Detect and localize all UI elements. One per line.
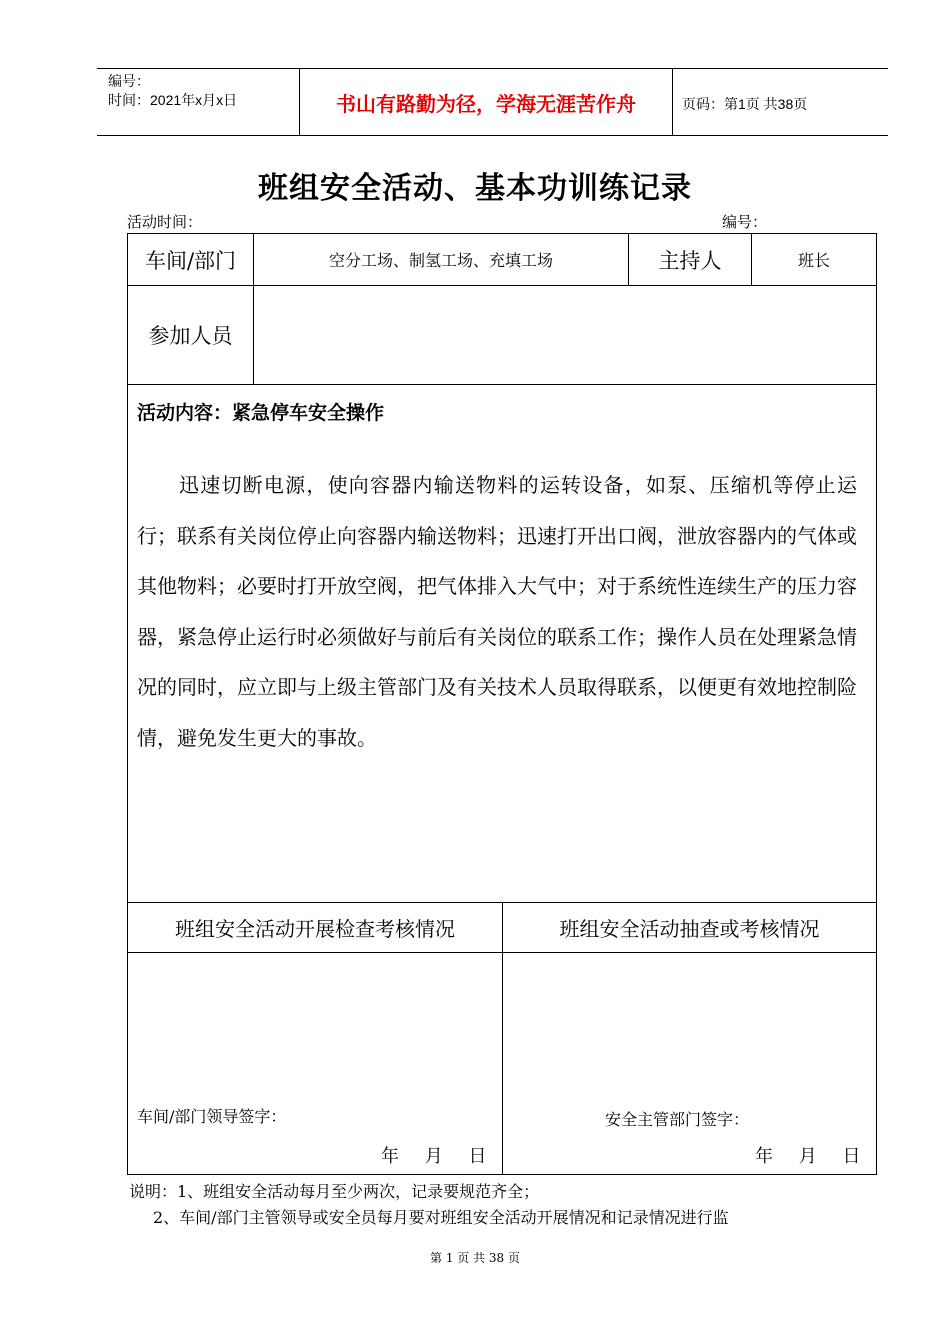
page-footer: 第 1 页 共 38 页: [430, 1251, 520, 1265]
note-line-2: 2、车间/部门主管领导或安全员每月要对班组安全活动开展情况和记录情况进行监: [153, 1208, 729, 1227]
right-date: 年 月 日: [755, 1146, 861, 1167]
participants-value: [254, 286, 876, 384]
left-sign-label: 车间/部门领导签字：: [137, 1107, 287, 1126]
participants-label: 参加人员: [148, 324, 233, 348]
header-serial-label: 编号：: [108, 73, 150, 89]
host-value: 班长: [797, 251, 830, 270]
host-label: 主持人: [658, 248, 722, 273]
header-top-rule: [97, 68, 888, 69]
content-heading: 活动内容：紧急停车安全操作: [137, 402, 385, 424]
header-page-info: 页码：第1页 共38页: [682, 96, 808, 112]
document-title: 班组安全活动、基本功训练记录: [258, 171, 692, 206]
right-sign-label: 安全主管部门签字：: [605, 1110, 750, 1129]
check-right-title: 班组安全活动抽查或考核情况: [559, 917, 820, 941]
workshop-value: 空分工场、制氢工场、充填工场: [328, 251, 553, 270]
content-body: 迅速切断电源，使向容器内输送物料的运转设备，如泵、压缩机等停止运行；联系有关岗位停止向容器内输送物料；迅速打开出口阀，泄放容器内的气体或其他物料；必要时打开放空阀，把气体排入大气中；对于系统性连续生产的压力容器，紧急停止运行时必须做好与前后有关岗位的联系工作；操作人员在处理紧急情况的同时，应立即与上级主管部门及有关技术人员取得联系，以便更有效地控制险情，避免发生更大的事故。: [137, 473, 857, 750]
header-bottom-rule: [97, 135, 888, 136]
left-date: 年 月 日: [381, 1146, 487, 1167]
note-line-1: 说明：1、班组安全活动每月至少两次，记录要规范齐全；: [129, 1182, 540, 1201]
workshop-label: 车间/部门: [144, 248, 237, 273]
header-time-label: 时间：2021年x月x日: [108, 92, 238, 108]
header-divider: [672, 68, 673, 135]
activity-time-label: 活动时间：: [127, 213, 203, 231]
header-slogan: 书山有路勤为径，学海无涯苦作舟: [336, 92, 636, 116]
row-divider: [128, 384, 876, 385]
check-left-title: 班组安全活动开展检查考核情况: [175, 917, 455, 941]
number-label: 编号：: [722, 213, 768, 231]
